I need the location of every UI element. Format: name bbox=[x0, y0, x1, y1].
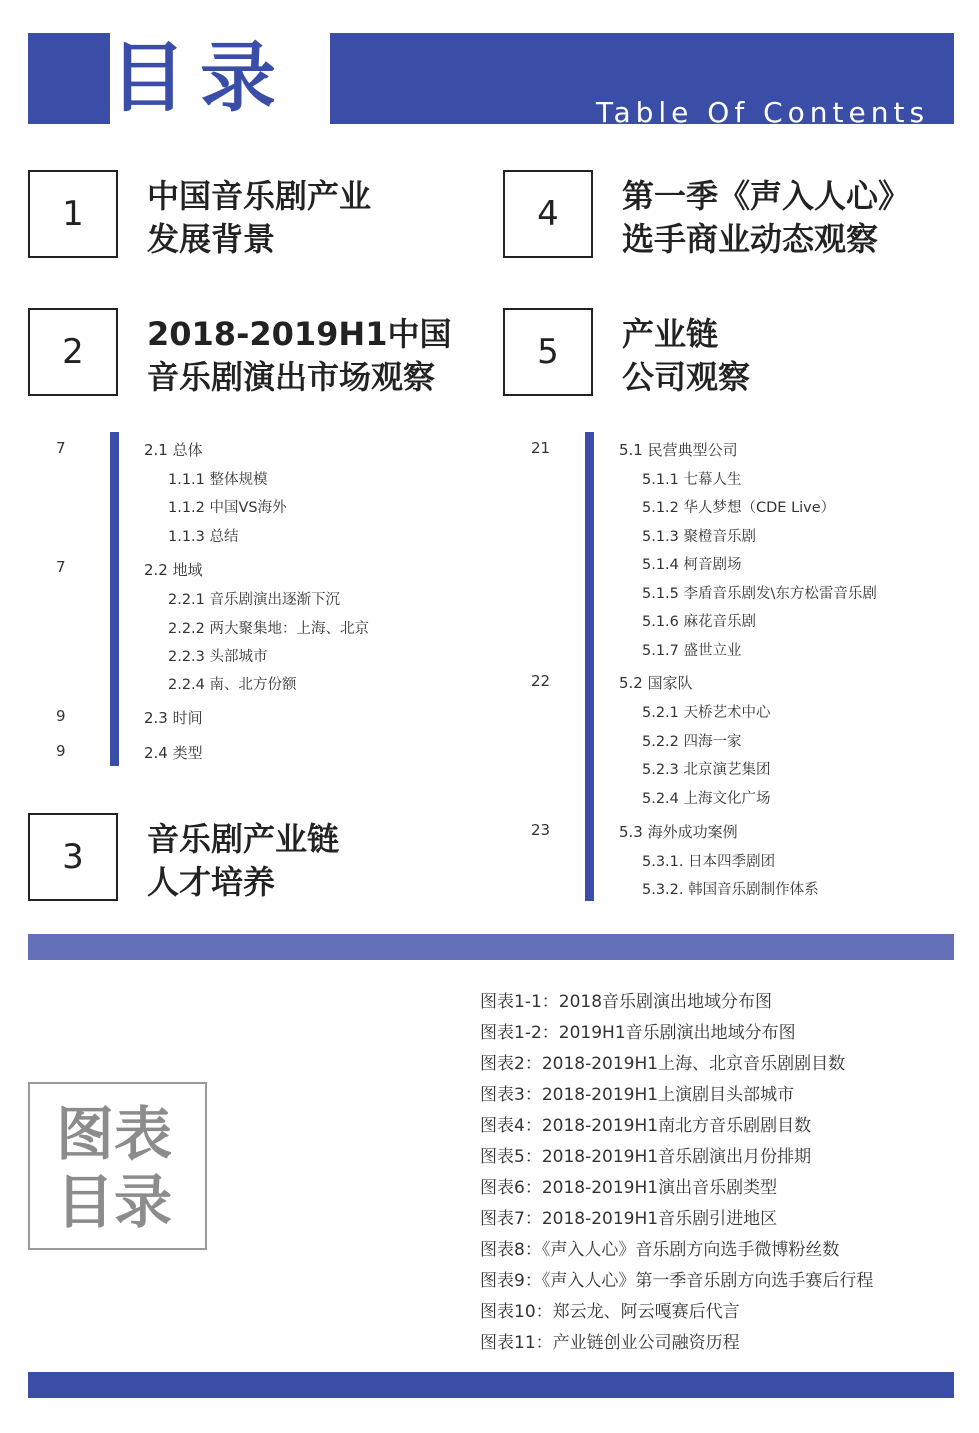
figure-list-item[interactable]: 图表1-1：2018音乐剧演出地域分布图 bbox=[480, 992, 773, 1012]
toc-left-page: 7 bbox=[56, 439, 66, 457]
page-subtitle: Table Of Contents bbox=[596, 96, 930, 129]
section-1-number: 1 bbox=[28, 170, 118, 258]
toc-right-page: 21 bbox=[531, 439, 551, 457]
figure-list-item[interactable]: 图表8：《声入人心》音乐剧方向选手微博粉丝数 bbox=[480, 1240, 840, 1260]
section-5-title bbox=[622, 313, 750, 399]
figure-list-item[interactable]: 图表7：2018-2019H1音乐剧引进地区 bbox=[480, 1209, 778, 1229]
toc-subitem[interactable]: 5.3.2. 韩国音乐剧制作体系 bbox=[642, 882, 819, 898]
section-2-number: 2 bbox=[28, 308, 118, 396]
toc-subitem[interactable]: 5.1.5 李盾音乐剧发\东方松雷音乐剧 bbox=[642, 586, 877, 602]
toc-subitem[interactable]: 5.1.7 盛世立业 bbox=[642, 643, 742, 659]
toc-subitem[interactable]: 5.1.4 柯音剧场 bbox=[642, 557, 742, 573]
toc-subitem[interactable]: 2.2.2 两大聚集地：上海、北京 bbox=[168, 621, 370, 637]
toc-subitem[interactable]: 5.1.3 聚橙音乐剧 bbox=[642, 529, 757, 545]
section-2-title-line1: 2018-2019H1中国 bbox=[147, 315, 452, 353]
section-5-title-line1: 产业链 bbox=[622, 315, 719, 353]
toc-subitem[interactable]: 5.2.2 四海一家 bbox=[642, 734, 742, 750]
figure-list-item[interactable]: 图表10：郑云龙、阿云嘎赛后代言 bbox=[480, 1302, 740, 1322]
section-5-number: 5 bbox=[503, 308, 593, 396]
toc-subitem[interactable]: 2.2.3 头部城市 bbox=[168, 649, 268, 665]
section-3-title bbox=[147, 818, 339, 904]
figures-title-line1: 图表 bbox=[56, 1100, 173, 1168]
toc-subitem[interactable]: 1.1.3 总结 bbox=[168, 529, 239, 545]
figure-list-item[interactable]: 图表5：2018-2019H1音乐剧演出月份排期 bbox=[480, 1147, 812, 1167]
section-2-title bbox=[147, 313, 451, 399]
toc-item[interactable]: 5.2 国家队 bbox=[619, 674, 693, 692]
figure-list-item[interactable]: 图表6：2018-2019H1演出音乐剧类型 bbox=[480, 1178, 778, 1198]
figure-list-item[interactable]: 图表11：产业链创业公司融资历程 bbox=[480, 1333, 740, 1353]
footer-bar bbox=[28, 1372, 954, 1398]
section-2-title-line2: 音乐剧演出市场观察 bbox=[147, 358, 436, 396]
toc-subitem[interactable]: 5.1.1 七幕人生 bbox=[642, 472, 742, 488]
toc-item[interactable]: 2.4 类型 bbox=[144, 744, 203, 762]
section-3-title-line2: 人才培养 bbox=[147, 863, 276, 901]
toc-subitem[interactable]: 5.1.6 麻花音乐剧 bbox=[642, 614, 757, 630]
toc-subitem[interactable]: 5.3.1. 日本四季剧团 bbox=[642, 854, 776, 870]
figure-list-item[interactable]: 图表4：2018-2019H1南北方音乐剧剧目数 bbox=[480, 1116, 812, 1136]
figure-list-item[interactable]: 图表2：2018-2019H1上海、北京音乐剧剧目数 bbox=[480, 1054, 846, 1074]
toc-subitem[interactable]: 1.1.1 整体规模 bbox=[168, 472, 268, 488]
header-left-block bbox=[28, 33, 110, 124]
toc-subitem[interactable]: 2.2.4 南、北方份额 bbox=[168, 677, 297, 693]
toc-left-bar bbox=[110, 432, 119, 766]
toc-subitem[interactable]: 2.2.1 音乐剧演出逐渐下沉 bbox=[168, 592, 341, 608]
section-3-title-line1: 音乐剧产业链 bbox=[147, 820, 340, 858]
toc-right-page: 23 bbox=[531, 821, 551, 839]
section-1-title-line2: 发展背景 bbox=[147, 220, 276, 258]
toc-left-page: 9 bbox=[56, 707, 66, 725]
section-5-title-line2: 公司观察 bbox=[622, 358, 751, 396]
page-title: 目录 bbox=[110, 33, 290, 122]
toc-subitem[interactable]: 5.2.3 北京演艺集团 bbox=[642, 762, 771, 778]
toc-item[interactable]: 2.1 总体 bbox=[144, 441, 203, 459]
section-4-title-line1: 第一季《声入人心》 bbox=[622, 177, 911, 215]
toc-left-page: 9 bbox=[56, 742, 66, 760]
section-divider-bar bbox=[28, 934, 954, 960]
toc-right-page: 22 bbox=[531, 672, 551, 690]
figures-title-line2: 目录 bbox=[56, 1168, 173, 1236]
figure-list-item[interactable]: 图表1-2：2019H1音乐剧演出地域分布图 bbox=[480, 1023, 796, 1043]
toc-subitem[interactable]: 5.2.4 上海文化广场 bbox=[642, 791, 771, 807]
section-4-title-line2: 选手商业动态观察 bbox=[622, 220, 879, 258]
figure-list-item[interactable]: 图表9：《声入人心》第一季音乐剧方向选手赛后行程 bbox=[480, 1271, 874, 1291]
toc-item[interactable]: 5.3 海外成功案例 bbox=[619, 823, 738, 841]
toc-item[interactable]: 2.3 时间 bbox=[144, 709, 203, 727]
section-4-number: 4 bbox=[503, 170, 593, 258]
toc-left-page: 7 bbox=[56, 558, 66, 576]
toc-subitem[interactable]: 1.1.2 中国VS海外 bbox=[168, 500, 287, 516]
section-3-number: 3 bbox=[28, 813, 118, 901]
figure-list-item[interactable]: 图表3：2018-2019H1上演剧目头部城市 bbox=[480, 1085, 795, 1105]
toc-item[interactable]: 2.2 地域 bbox=[144, 561, 203, 579]
toc-subitem[interactable]: 5.1.2 华人梦想（CDE Live） bbox=[642, 500, 836, 516]
toc-subitem[interactable]: 5.2.1 天桥艺术中心 bbox=[642, 705, 771, 721]
section-1-title bbox=[147, 175, 371, 261]
section-4-title bbox=[622, 175, 910, 261]
toc-right-bar bbox=[585, 432, 594, 901]
section-1-title-line1: 中国音乐剧产业 bbox=[147, 177, 372, 215]
toc-item[interactable]: 5.1 民营典型公司 bbox=[619, 441, 738, 459]
